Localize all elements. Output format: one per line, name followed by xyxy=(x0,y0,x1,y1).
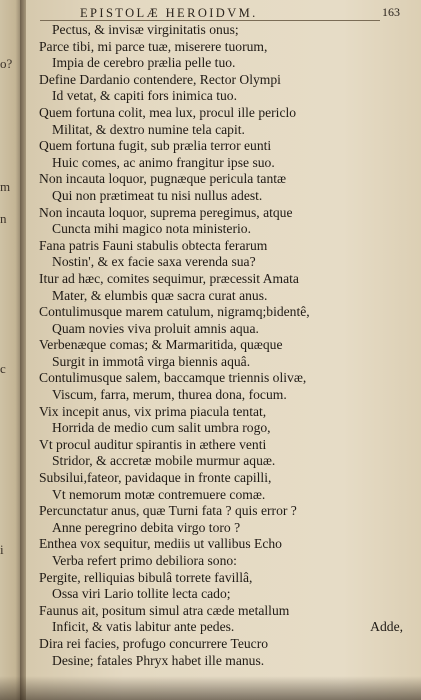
verse-line: Ossa viri Lario tollite lecta cado; xyxy=(52,586,231,602)
verse-line: Militat, & dextro numine tela capit. xyxy=(52,121,245,137)
verse-line: Vt procul auditur spirantis in æthere venti xyxy=(39,436,267,452)
verse-line: Quam novies viva proluit amnis aqua. xyxy=(52,320,259,336)
verse-line: Quem fortuna colit, mea lux, procul ille periclo xyxy=(39,104,297,120)
verse-line: Non incauta loquor, suprema peregimus, atque xyxy=(39,204,293,220)
verse-line: Pectus, & invisæ virginitatis onus; xyxy=(52,22,239,37)
verse-line: Qui non prætimeat tu nisi nullus adest. xyxy=(52,187,263,203)
verse-line: Subsilui,fateor, pavidaque in fronte capilli, xyxy=(39,470,272,486)
verse-line: Huic comes, ac animo frangitur ipse suo. xyxy=(52,154,275,170)
verse-line: Impia de cerebro prælia pelle tuo. xyxy=(52,55,236,71)
verse-line: Verbenæque comas; & Marmaritida, quæque xyxy=(39,337,283,353)
verse-line: Horrida de medio cum salit umbra rogo, xyxy=(52,420,271,436)
verse-line: Define Dardanio contendere, Rector Olympi xyxy=(39,71,281,87)
verse-line: Vt nemorum motæ contremuere comæ. xyxy=(52,486,266,502)
verse-line: Enthea vox sequitur, mediis ut vallibus Echo xyxy=(39,536,282,552)
left-page-edge xyxy=(0,0,22,700)
verse-line: Faunus ait, positum simul atra cæde metallum xyxy=(39,602,290,618)
left-margin-fragment: m xyxy=(0,179,11,194)
verse-line: Contulimusque salem, baccamque triennis olivæ, xyxy=(39,370,307,386)
verse-line: Mater, & elumbis quæ sacra curat anus. xyxy=(52,287,268,303)
verse-line: Cuncta mihi magico nota ministerio. xyxy=(52,221,251,237)
verse-line: Dira rei facies, profugo concurrere Teucro xyxy=(39,635,269,651)
verse-line: Parce tibi, mi parce tuæ, miserere tuorum, xyxy=(39,38,268,54)
verse-line: Pergite, relliquias bibulâ torrete favillâ, xyxy=(39,569,253,585)
verse-line: Surgit in immotâ virga biennis aquâ. xyxy=(52,353,251,369)
verse-line: Non incauta loquor, pugnæque pericula tantæ xyxy=(39,171,287,187)
verse-line: Desine; fatales Phryx habet ille manus. xyxy=(52,652,265,668)
left-margin-fragment: i xyxy=(0,542,4,557)
verse-text-block xyxy=(39,22,379,669)
verse-line: Percunctatur anus, quæ Turni fata ? quis error ? xyxy=(39,503,297,519)
page-number: 163 xyxy=(382,5,400,19)
verse-line: Inficit, & vatis labitur ante pedes. xyxy=(52,619,235,635)
verse-line: Vix incepit anus, vix prima piacula tentat, xyxy=(39,403,267,419)
left-margin-fragment: n xyxy=(0,211,7,226)
verse-line: Anne peregrino debita virgo toro ? xyxy=(52,519,241,535)
verse-line: Verba refert primo debiliora sono: xyxy=(52,553,237,568)
bottom-shadow xyxy=(0,676,421,700)
left-margin-fragment: o? xyxy=(0,56,13,71)
catchword: Adde, xyxy=(370,619,403,634)
verse-line: Quem fortuna fugit, sub prælia terror eunti xyxy=(39,138,272,154)
running-title: EPISTOLÆ HEROIDVM. xyxy=(80,6,258,20)
verse-line: Itur ad hæc, comites sequimur, præcessit Amata xyxy=(39,270,299,286)
verse-line: Contulimusque marem catulum, nigramq;bidentê, xyxy=(39,304,310,320)
left-margin-fragment: c xyxy=(0,361,6,376)
verse-line: Id vetat, & capiti fors inimica tuo. xyxy=(52,88,237,104)
verse-line: Fana patris Fauni stabulis obtecta ferarum xyxy=(39,237,268,253)
verse-line: Nostin', & ex facie saxa verenda sua? xyxy=(52,254,256,270)
verse-line: Stridor, & accretæ mobile murmur aquæ. xyxy=(52,453,276,469)
header-rule xyxy=(40,20,380,21)
verse-line: Viscum, farra, merum, thurea dona, focum. xyxy=(52,387,287,403)
